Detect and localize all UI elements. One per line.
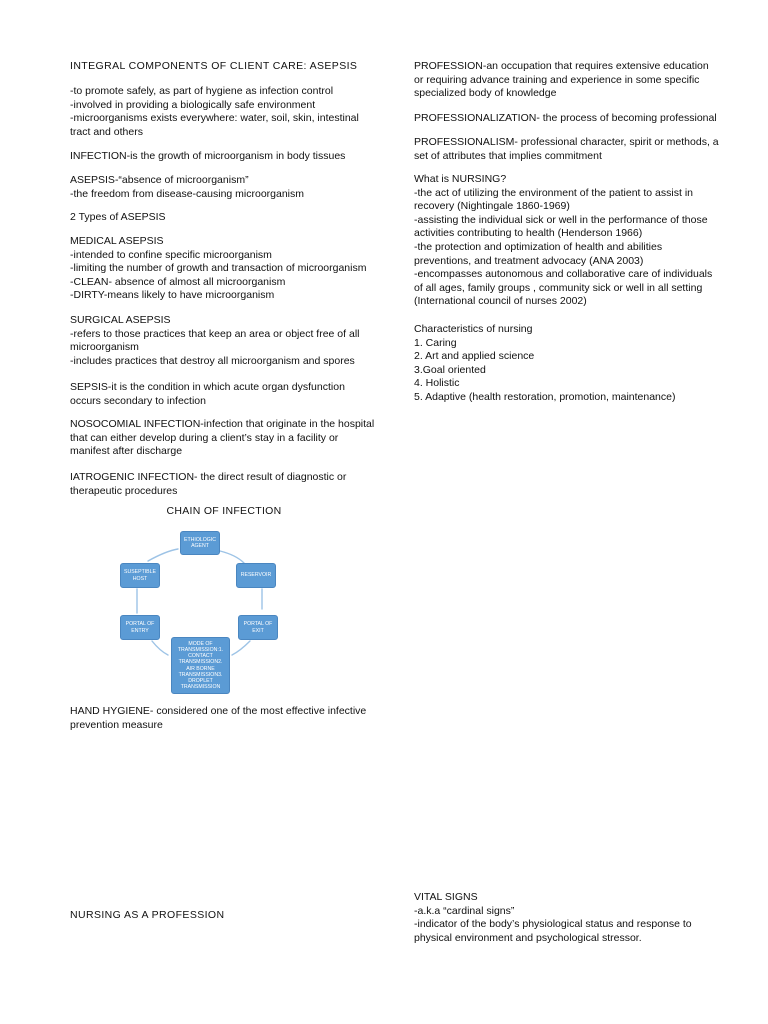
text-line: -CLEAN- absence of almost all microorganism xyxy=(70,275,286,288)
text-line: NURSING AS A PROFESSION xyxy=(70,909,225,921)
text-line: physical environment and psychological stressor. xyxy=(414,931,642,944)
text-line: preventions, and treatment advocacy (ANA 2003) xyxy=(414,254,644,267)
text-line: 4. Holistic xyxy=(414,377,460,390)
asepsis-points xyxy=(70,85,390,139)
text-line: -involved in providing a biologically safe environment xyxy=(70,98,316,111)
text-line: -the protection and optimization of health and abilities xyxy=(414,240,663,253)
text-line: Characteristics of nursing xyxy=(414,323,533,335)
node-portal-of-exit: PORTAL OF EXIT xyxy=(238,615,278,640)
text-line: -DIRTY-means likely to have microorganism xyxy=(70,289,275,302)
node-mode-of-transmission: MODE OF TRANSMISSION:1. CONTACT TRANSMISSION2. AIR BORNE TRANSMISSION3. DROPLET TRANSMISSION xyxy=(171,637,230,694)
text-line: specialized body of knowledge xyxy=(414,87,557,100)
text-line: ASEPSIS-“absence of microorganism” xyxy=(70,174,249,186)
text-line: therapeutic procedures xyxy=(70,484,178,497)
node-portal-of-entry: PORTAL OF ENTRY xyxy=(120,615,160,640)
text-line: -refers to those practices that keep an area or object free of all xyxy=(70,327,360,340)
arrow-agent-to-reservoir xyxy=(220,551,244,563)
characteristics-of-nursing xyxy=(414,323,744,405)
text-line: -includes practices that destroy all microorganism and spores xyxy=(70,354,355,367)
arrow-host-to-agent xyxy=(148,549,178,561)
hand-hygiene-definition xyxy=(70,705,390,732)
text-line: -assisting the individual sick or well in the performance of those xyxy=(414,213,708,226)
iatrogenic-definition xyxy=(70,471,390,498)
text-line: SURGICAL ASEPSIS xyxy=(70,314,171,326)
text-line: prevention measure xyxy=(70,718,163,731)
text-line: 2 Types of ASEPSIS xyxy=(70,211,166,223)
text-line: manifest after discharge xyxy=(70,445,183,458)
text-line: 3.Goal oriented xyxy=(414,363,486,376)
text-line: HAND HYGIENE- considered one of the most effective infective xyxy=(70,705,367,717)
text-line: activities contributing to health (Henderson 1966) xyxy=(414,227,643,240)
asepsis-title xyxy=(70,60,390,74)
profession-definition xyxy=(414,60,744,101)
sepsis-definition xyxy=(70,381,390,408)
text-line: 2. Art and applied science xyxy=(414,350,535,363)
text-line: What is NURSING? xyxy=(414,173,507,185)
text-line: PROFESSION-an occupation that requires extensive education xyxy=(414,60,709,72)
nosocomial-definition xyxy=(70,418,390,459)
text-line: -a.k.a “cardinal signs” xyxy=(414,904,515,917)
text-line: NOSOCOMIAL INFECTION-infection that originate in the hospital xyxy=(70,418,375,430)
nursing-profession-heading xyxy=(70,909,390,923)
text-line: -indicator of the body’s physiological status and response to xyxy=(414,918,692,931)
cycle-arrows xyxy=(110,505,350,700)
text-line: PROFESSIONALIZATION- the process of becoming professional xyxy=(414,112,717,124)
node-susceptible-host: SUSEPTIBLE HOST xyxy=(120,563,160,588)
infection-definition xyxy=(70,150,390,164)
text-line: set of attributes that implies commitment xyxy=(414,149,602,162)
text-line: occurs secondary to infection xyxy=(70,394,206,407)
text-line: or requiring advance training and experience in some specific xyxy=(414,73,700,86)
node-ethiologic-agent: ETHIOLOGIC AGENT xyxy=(180,531,220,555)
text-line: SEPSIS-it is the condition in which acute organ dysfunction xyxy=(70,381,345,393)
text-line: that can either develop during a client’s stay in a facility or xyxy=(70,431,339,444)
text-line: 5. Adaptive (health restoration, promotion, maintenance) xyxy=(414,390,676,403)
text-line: -the act of utilizing the environment of the patient to assist in xyxy=(414,186,693,199)
text-line: 1. Caring xyxy=(414,336,457,349)
text-line: of all ages, family groups , community sick or well in all setting xyxy=(414,281,703,294)
text-line: IATROGENIC INFECTION- the direct result of diagnostic or xyxy=(70,471,347,483)
text-line: (International council of nurses 2002) xyxy=(414,295,587,308)
node-reservoir: RESERVOIR xyxy=(236,563,276,588)
professionalization-definition xyxy=(414,112,744,126)
text-line: INFECTION-is the growth of microorganism in body tissues xyxy=(70,150,346,162)
text-line: -the freedom from disease-causing microorganism xyxy=(70,187,305,200)
surgical-asepsis xyxy=(70,314,390,368)
text-line: VITAL SIGNS xyxy=(414,891,478,903)
text-line: MEDICAL ASEPSIS xyxy=(70,235,164,247)
text-line: recovery (Nightingale 1860-1969) xyxy=(414,200,570,213)
diagram-title: CHAIN OF INFECTION xyxy=(166,505,282,517)
what-is-nursing xyxy=(414,173,744,309)
text-line: microorganism xyxy=(70,341,139,354)
arrow-transmission-to-entry xyxy=(152,641,168,655)
text-line: PROFESSIONALISM- professional character, spirit or methods, a xyxy=(414,136,719,148)
chain-of-infection-diagram xyxy=(110,505,350,700)
asepsis-types xyxy=(70,211,390,225)
text-line: -microorganisms exists everywhere: water, soil, skin, intestinal xyxy=(70,112,359,125)
text-line: INTEGRAL COMPONENTS OF CLIENT CARE: ASEPSIS xyxy=(70,60,358,72)
arrow-exit-to-transmission xyxy=(232,641,250,655)
asepsis-definition xyxy=(70,174,390,201)
text-line: -intended to confine specific microorganism xyxy=(70,248,272,261)
text-line: -limiting the number of growth and transaction of microorganism xyxy=(70,262,367,275)
professionalism-definition xyxy=(414,136,744,163)
text-line: tract and others xyxy=(70,125,143,138)
text-line: -encompasses autonomous and collaborative care of individuals xyxy=(414,268,713,281)
text-line: -to promote safely, as part of hygiene as infection control xyxy=(70,85,334,97)
medical-asepsis xyxy=(70,235,390,303)
vital-signs xyxy=(414,891,744,945)
